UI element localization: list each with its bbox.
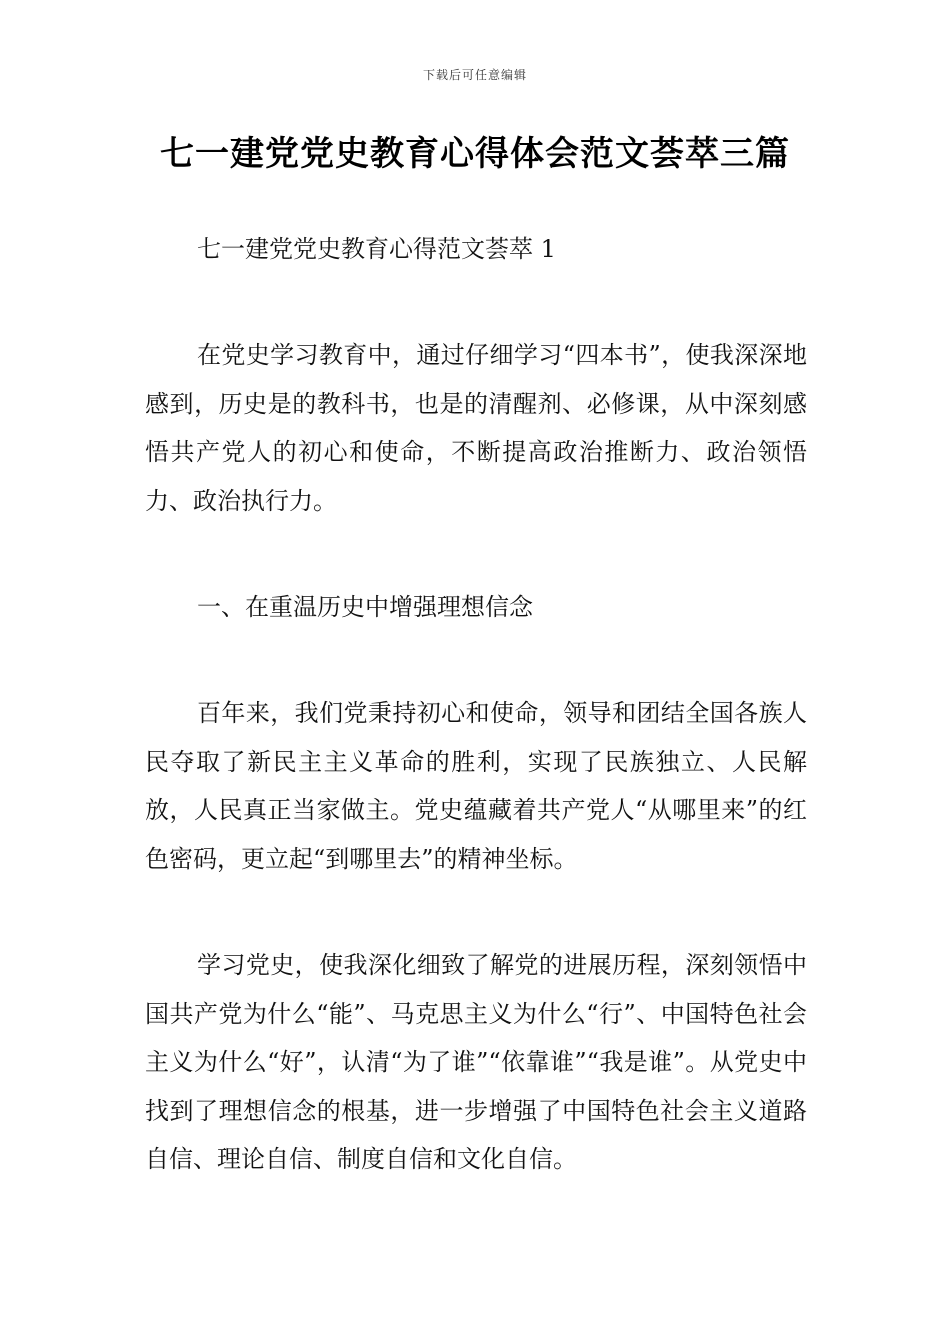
section-paragraph: 学习党史，使我深化细致了解党的进展历程，深刻领悟中国共产党为什么“能”、马克思主义为什么“行”、中国特色社会主义为什么“好”，认清“为了谁”“依靠谁”“我是谁”。从党史中找到了理想信念的根基，进一步增强了中国特色社会主义道路自信、理论自信、制度自信和文化自信。 [145,951,807,1173]
section-heading: 一、在重温历史中增强理想信念 [197,593,533,621]
document-subtitle: 七一建党党史教育心得范文荟萃 1 [197,235,556,263]
document-body [145,225,807,1242]
intro-paragraph: 在党史学习教育中，通过仔细学习“四本书”，使我深深地感到，历史是的教科书，也是的清醒剂、必修课，从中深刻感悟共产党人的初心和使命，不断提高政治推断力、政治领悟力、政治执行力。 [145,341,807,515]
document-title: 七一建党党史教育心得体会范文荟萃三篇 [160,134,790,174]
header-note: 下载后可任意编辑 [422,68,527,82]
section-paragraph: 百年来，我们党秉持初心和使命，领导和团结全国各族人民夺取了新民主主义革命的胜利，实现了民族独立、人民解放，人民真正当家做主。党史蕴藏着共产党人“从哪里来”的红色密码，更立起“到哪里去”的精神坐标。 [145,699,807,873]
